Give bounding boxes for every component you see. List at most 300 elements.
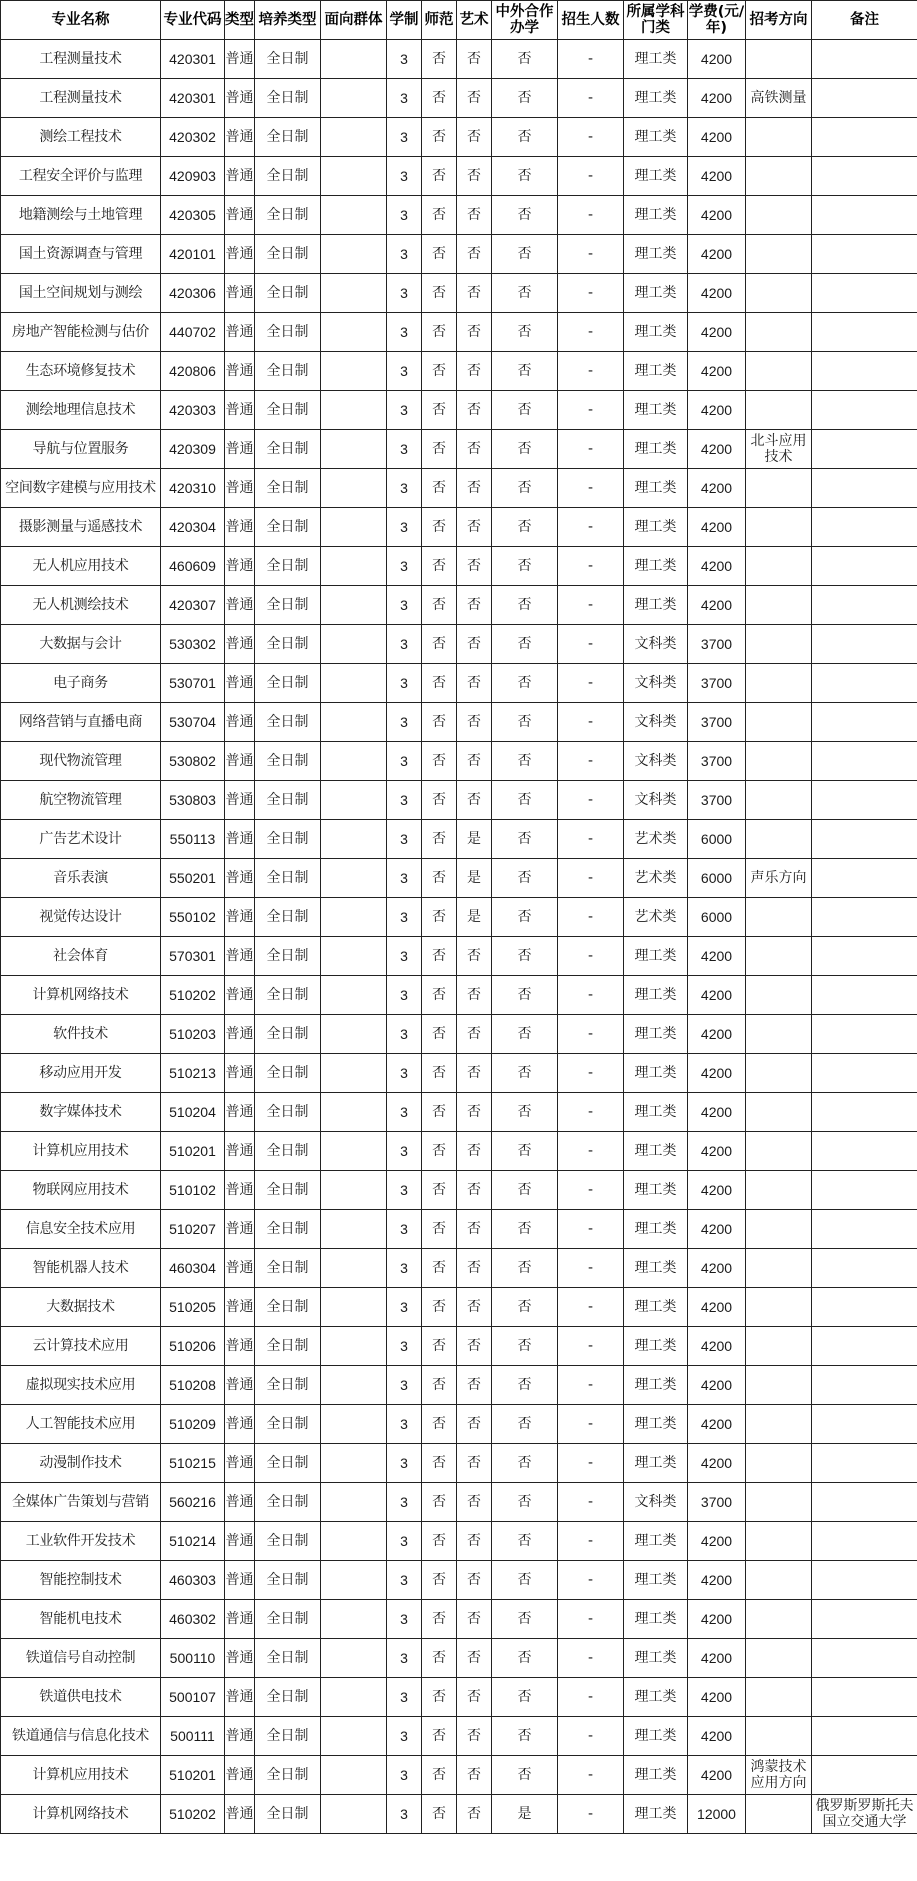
col-notes-cell <box>812 1327 917 1366</box>
col-audience-cell <box>321 664 387 703</box>
col-normal-cell: 否 <box>422 976 457 1015</box>
col-category-cell: 理工类 <box>624 1678 688 1717</box>
col-years-cell: 3 <box>387 1210 422 1249</box>
col-training-cell: 全日制 <box>255 1015 321 1054</box>
col-direction-cell <box>746 1483 812 1522</box>
col-direction-cell <box>746 1444 812 1483</box>
col-category-cell: 理工类 <box>624 352 688 391</box>
col-name-cell: 工程测量技术 <box>1 40 161 79</box>
col-direction-cell <box>746 1015 812 1054</box>
col-fee-cell: 12000 <box>688 1795 746 1834</box>
col-training-cell: 全日制 <box>255 1522 321 1561</box>
col-quota-cell: - <box>558 1405 624 1444</box>
table-row <box>1 1756 917 1795</box>
col-code-cell: 500107 <box>161 1678 225 1717</box>
col-fee-cell: 4200 <box>688 1639 746 1678</box>
col-joint-cell: 否 <box>492 1522 558 1561</box>
col-art-cell: 否 <box>457 196 492 235</box>
col-normal-cell: 否 <box>422 625 457 664</box>
col-category-cell: 理工类 <box>624 547 688 586</box>
col-name-cell: 摄影测量与遥感技术 <box>1 508 161 547</box>
col-type-cell: 普通 <box>225 1795 255 1834</box>
col-name-cell: 广告艺术设计 <box>1 820 161 859</box>
col-fee-cell: 4200 <box>688 391 746 430</box>
col-training-cell: 全日制 <box>255 820 321 859</box>
col-name-cell: 生态环境修复技术 <box>1 352 161 391</box>
col-quota-cell: - <box>558 1054 624 1093</box>
col-notes-cell <box>812 196 917 235</box>
col-years-cell: 3 <box>387 703 422 742</box>
col-audience-cell <box>321 625 387 664</box>
col-direction-cell <box>746 235 812 274</box>
col-training-cell: 全日制 <box>255 781 321 820</box>
col-audience-cell <box>321 79 387 118</box>
col-category-cell: 理工类 <box>624 1171 688 1210</box>
col-art-cell: 否 <box>457 1132 492 1171</box>
col-code-cell: 420307 <box>161 586 225 625</box>
col-normal-cell: 否 <box>422 1132 457 1171</box>
col-art-cell: 是 <box>457 898 492 937</box>
col-direction-cell: 高铁测量 <box>746 79 812 118</box>
col-type-cell: 普通 <box>225 1600 255 1639</box>
col-audience-cell <box>321 196 387 235</box>
col-name-cell: 全媒体广告策划与营销 <box>1 1483 161 1522</box>
col-audience-cell <box>321 742 387 781</box>
col-art-cell: 否 <box>457 1210 492 1249</box>
col-code-cell: 420309 <box>161 430 225 469</box>
col-category-cell: 理工类 <box>624 1093 688 1132</box>
col-art-cell: 否 <box>457 313 492 352</box>
col-quota-header: 招生人数 <box>558 1 624 40</box>
col-years-cell: 3 <box>387 1093 422 1132</box>
col-training-cell: 全日制 <box>255 118 321 157</box>
col-code-cell: 510205 <box>161 1288 225 1327</box>
col-name-cell: 移动应用开发 <box>1 1054 161 1093</box>
col-art-cell: 否 <box>457 1600 492 1639</box>
col-normal-cell: 否 <box>422 1600 457 1639</box>
col-fee-cell: 4200 <box>688 1249 746 1288</box>
col-joint-cell: 否 <box>492 1561 558 1600</box>
table-row <box>1 118 917 157</box>
col-notes-cell <box>812 1132 917 1171</box>
col-notes-cell <box>812 1678 917 1717</box>
col-name-cell: 导航与位置服务 <box>1 430 161 469</box>
col-notes-cell <box>812 274 917 313</box>
table-row <box>1 40 917 79</box>
col-audience-cell <box>321 235 387 274</box>
col-type-cell: 普通 <box>225 313 255 352</box>
col-audience-cell <box>321 703 387 742</box>
col-normal-cell: 否 <box>422 1171 457 1210</box>
col-quota-cell: - <box>558 1444 624 1483</box>
col-notes-cell: 俄罗斯罗斯托夫国立交通大学 <box>812 1795 917 1834</box>
col-fee-cell: 4200 <box>688 1522 746 1561</box>
col-fee-cell: 4200 <box>688 313 746 352</box>
col-notes-cell <box>812 625 917 664</box>
col-audience-cell <box>321 1249 387 1288</box>
col-years-cell: 3 <box>387 313 422 352</box>
col-name-cell: 铁道通信与信息化技术 <box>1 1717 161 1756</box>
col-notes-cell <box>812 352 917 391</box>
col-type-cell: 普通 <box>225 1522 255 1561</box>
col-name-cell: 网络营销与直播电商 <box>1 703 161 742</box>
table-row <box>1 1366 917 1405</box>
col-quota-cell: - <box>558 742 624 781</box>
col-direction-cell <box>746 1561 812 1600</box>
col-normal-cell: 否 <box>422 1639 457 1678</box>
col-type-cell: 普通 <box>225 1249 255 1288</box>
col-normal-cell: 否 <box>422 1366 457 1405</box>
table-row <box>1 79 917 118</box>
col-notes-cell <box>812 1288 917 1327</box>
col-audience-cell <box>321 391 387 430</box>
table-row <box>1 820 917 859</box>
col-type-cell: 普通 <box>225 1093 255 1132</box>
col-notes-cell <box>812 547 917 586</box>
col-art-cell: 否 <box>457 1054 492 1093</box>
col-type-cell: 普通 <box>225 1210 255 1249</box>
table-row <box>1 1054 917 1093</box>
col-art-cell: 否 <box>457 1678 492 1717</box>
col-direction-cell <box>746 1249 812 1288</box>
col-audience-cell <box>321 1405 387 1444</box>
table-row <box>1 1171 917 1210</box>
col-type-cell: 普通 <box>225 937 255 976</box>
col-years-cell: 3 <box>387 586 422 625</box>
col-years-cell: 3 <box>387 352 422 391</box>
col-quota-cell: - <box>558 1600 624 1639</box>
col-art-cell: 否 <box>457 703 492 742</box>
col-category-cell: 文科类 <box>624 1483 688 1522</box>
col-name-cell: 铁道供电技术 <box>1 1678 161 1717</box>
col-audience-cell <box>321 508 387 547</box>
table-row <box>1 157 917 196</box>
col-joint-cell: 否 <box>492 547 558 586</box>
col-fee-cell: 4200 <box>688 1171 746 1210</box>
col-notes-cell <box>812 79 917 118</box>
col-name-cell: 测绘工程技术 <box>1 118 161 157</box>
col-direction-cell <box>746 118 812 157</box>
col-normal-cell: 否 <box>422 1093 457 1132</box>
table-row <box>1 469 917 508</box>
col-years-cell: 3 <box>387 1717 422 1756</box>
col-direction-cell <box>746 586 812 625</box>
col-normal-cell: 否 <box>422 1678 457 1717</box>
col-audience-cell <box>321 976 387 1015</box>
col-years-cell: 3 <box>387 430 422 469</box>
col-art-cell: 否 <box>457 664 492 703</box>
col-category-cell: 理工类 <box>624 1795 688 1834</box>
col-training-cell: 全日制 <box>255 1249 321 1288</box>
col-fee-cell: 3700 <box>688 664 746 703</box>
col-training-cell: 全日制 <box>255 1444 321 1483</box>
col-normal-cell: 否 <box>422 898 457 937</box>
col-quota-cell: - <box>558 1522 624 1561</box>
table-row <box>1 313 917 352</box>
col-years-cell: 3 <box>387 391 422 430</box>
col-training-cell: 全日制 <box>255 547 321 586</box>
col-name-cell: 工业软件开发技术 <box>1 1522 161 1561</box>
col-normal-cell: 否 <box>422 820 457 859</box>
col-direction-cell <box>746 1522 812 1561</box>
col-art-cell: 否 <box>457 1366 492 1405</box>
col-code-cell: 510214 <box>161 1522 225 1561</box>
col-training-cell: 全日制 <box>255 157 321 196</box>
col-normal-cell: 否 <box>422 1522 457 1561</box>
col-joint-cell: 否 <box>492 1249 558 1288</box>
col-category-cell: 理工类 <box>624 313 688 352</box>
col-category-cell: 理工类 <box>624 1639 688 1678</box>
table-row <box>1 1210 917 1249</box>
col-audience-cell <box>321 1678 387 1717</box>
col-audience-cell <box>321 1366 387 1405</box>
col-audience-cell <box>321 1015 387 1054</box>
col-direction-cell <box>746 352 812 391</box>
col-years-header: 学制 <box>387 1 422 40</box>
col-type-cell: 普通 <box>225 1015 255 1054</box>
col-joint-cell: 否 <box>492 1600 558 1639</box>
table-row <box>1 1327 917 1366</box>
col-training-cell: 全日制 <box>255 976 321 1015</box>
col-quota-cell: - <box>558 937 624 976</box>
col-category-cell: 理工类 <box>624 196 688 235</box>
col-art-cell: 否 <box>457 1756 492 1795</box>
col-fee-cell: 4200 <box>688 1600 746 1639</box>
col-joint-cell: 否 <box>492 1366 558 1405</box>
table-row <box>1 547 917 586</box>
col-quota-cell: - <box>558 1171 624 1210</box>
col-code-cell: 550113 <box>161 820 225 859</box>
col-training-cell: 全日制 <box>255 1093 321 1132</box>
table-row <box>1 1561 917 1600</box>
col-art-cell: 否 <box>457 547 492 586</box>
col-joint-cell: 否 <box>492 274 558 313</box>
col-code-cell: 530701 <box>161 664 225 703</box>
col-code-cell: 460304 <box>161 1249 225 1288</box>
col-art-cell: 否 <box>457 391 492 430</box>
col-years-cell: 3 <box>387 898 422 937</box>
col-category-cell: 文科类 <box>624 625 688 664</box>
col-notes-cell <box>812 313 917 352</box>
col-years-cell: 3 <box>387 859 422 898</box>
col-normal-cell: 否 <box>422 196 457 235</box>
col-normal-cell: 否 <box>422 1015 457 1054</box>
col-category-cell: 理工类 <box>624 391 688 430</box>
col-fee-cell: 4200 <box>688 1405 746 1444</box>
col-notes-cell <box>812 1054 917 1093</box>
col-name-cell: 数字媒体技术 <box>1 1093 161 1132</box>
col-normal-header: 师范 <box>422 1 457 40</box>
col-name-cell: 铁道信号自动控制 <box>1 1639 161 1678</box>
col-category-cell: 理工类 <box>624 1288 688 1327</box>
col-quota-cell: - <box>558 118 624 157</box>
table-row <box>1 781 917 820</box>
col-audience-cell <box>321 1054 387 1093</box>
col-normal-cell: 否 <box>422 430 457 469</box>
col-joint-cell: 否 <box>492 898 558 937</box>
col-notes-cell <box>812 1483 917 1522</box>
col-fee-cell: 4200 <box>688 1756 746 1795</box>
col-type-cell: 普通 <box>225 586 255 625</box>
col-category-cell: 理工类 <box>624 1015 688 1054</box>
col-quota-cell: - <box>558 157 624 196</box>
col-training-cell: 全日制 <box>255 274 321 313</box>
col-training-cell: 全日制 <box>255 391 321 430</box>
col-fee-cell: 4200 <box>688 40 746 79</box>
col-category-cell: 理工类 <box>624 469 688 508</box>
col-normal-cell: 否 <box>422 1444 457 1483</box>
col-name-cell: 电子商务 <box>1 664 161 703</box>
col-quota-cell: - <box>558 313 624 352</box>
col-audience-cell <box>321 352 387 391</box>
col-quota-cell: - <box>558 664 624 703</box>
col-fee-cell: 3700 <box>688 1483 746 1522</box>
col-name-cell: 软件技术 <box>1 1015 161 1054</box>
col-years-cell: 3 <box>387 820 422 859</box>
col-name-cell: 空间数字建模与应用技术 <box>1 469 161 508</box>
col-type-cell: 普通 <box>225 196 255 235</box>
col-quota-cell: - <box>558 1366 624 1405</box>
header-row <box>1 1 917 40</box>
col-joint-cell: 否 <box>492 859 558 898</box>
col-years-cell: 3 <box>387 742 422 781</box>
col-audience-cell <box>321 937 387 976</box>
col-joint-cell: 否 <box>492 1405 558 1444</box>
col-years-cell: 3 <box>387 1132 422 1171</box>
col-training-cell: 全日制 <box>255 742 321 781</box>
col-years-cell: 3 <box>387 1405 422 1444</box>
col-training-cell: 全日制 <box>255 235 321 274</box>
col-fee-cell: 4200 <box>688 352 746 391</box>
col-name-cell: 虚拟现实技术应用 <box>1 1366 161 1405</box>
col-direction-cell <box>746 40 812 79</box>
col-years-cell: 3 <box>387 1444 422 1483</box>
col-code-cell: 530302 <box>161 625 225 664</box>
col-training-cell: 全日制 <box>255 1210 321 1249</box>
col-direction-cell <box>746 196 812 235</box>
col-joint-cell: 否 <box>492 625 558 664</box>
col-joint-cell: 否 <box>492 586 558 625</box>
col-name-cell: 地籍测绘与土地管理 <box>1 196 161 235</box>
col-direction-cell <box>746 742 812 781</box>
col-code-cell: 420310 <box>161 469 225 508</box>
col-joint-cell: 否 <box>492 196 558 235</box>
col-direction-cell <box>746 1132 812 1171</box>
col-audience-cell <box>321 313 387 352</box>
col-audience-cell <box>321 118 387 157</box>
col-code-cell: 550201 <box>161 859 225 898</box>
col-direction-cell <box>746 976 812 1015</box>
col-art-cell: 否 <box>457 430 492 469</box>
col-normal-cell: 否 <box>422 352 457 391</box>
table-row <box>1 196 917 235</box>
col-notes-cell <box>812 508 917 547</box>
col-normal-cell: 否 <box>422 118 457 157</box>
col-normal-cell: 否 <box>422 859 457 898</box>
col-audience-cell <box>321 1171 387 1210</box>
col-code-cell: 530704 <box>161 703 225 742</box>
col-fee-cell: 4200 <box>688 586 746 625</box>
col-art-cell: 否 <box>457 1795 492 1834</box>
col-fee-cell: 6000 <box>688 898 746 937</box>
col-notes-cell <box>812 976 917 1015</box>
col-normal-cell: 否 <box>422 1483 457 1522</box>
col-code-cell: 510102 <box>161 1171 225 1210</box>
table-row <box>1 1717 917 1756</box>
col-category-cell: 理工类 <box>624 1327 688 1366</box>
col-type-cell: 普通 <box>225 859 255 898</box>
col-name-cell: 云计算技术应用 <box>1 1327 161 1366</box>
col-notes-cell <box>812 898 917 937</box>
col-quota-cell: - <box>558 469 624 508</box>
col-art-cell: 否 <box>457 586 492 625</box>
col-years-cell: 3 <box>387 118 422 157</box>
col-joint-header: 中外合作办学 <box>492 1 558 40</box>
col-normal-cell: 否 <box>422 79 457 118</box>
col-fee-cell: 3700 <box>688 781 746 820</box>
col-notes-cell <box>812 1249 917 1288</box>
col-years-cell: 3 <box>387 937 422 976</box>
col-joint-cell: 否 <box>492 313 558 352</box>
col-quota-cell: - <box>558 1717 624 1756</box>
col-training-cell: 全日制 <box>255 1795 321 1834</box>
col-normal-cell: 否 <box>422 508 457 547</box>
col-art-header: 艺术 <box>457 1 492 40</box>
col-fee-cell: 6000 <box>688 820 746 859</box>
col-category-cell: 文科类 <box>624 781 688 820</box>
col-code-cell: 420806 <box>161 352 225 391</box>
col-name-cell: 国土资源调查与管理 <box>1 235 161 274</box>
col-art-cell: 否 <box>457 742 492 781</box>
col-art-cell: 否 <box>457 1249 492 1288</box>
col-quota-cell: - <box>558 1210 624 1249</box>
col-art-cell: 否 <box>457 235 492 274</box>
col-category-cell: 理工类 <box>624 508 688 547</box>
col-type-cell: 普通 <box>225 430 255 469</box>
col-code-cell: 460303 <box>161 1561 225 1600</box>
col-fee-cell: 4200 <box>688 547 746 586</box>
col-category-cell: 理工类 <box>624 40 688 79</box>
col-years-cell: 3 <box>387 1327 422 1366</box>
col-art-cell: 否 <box>457 79 492 118</box>
col-notes-cell <box>812 664 917 703</box>
col-category-cell: 理工类 <box>624 937 688 976</box>
col-audience-cell <box>321 1756 387 1795</box>
col-code-cell: 510208 <box>161 1366 225 1405</box>
col-training-cell: 全日制 <box>255 1600 321 1639</box>
col-type-cell: 普通 <box>225 781 255 820</box>
col-code-cell: 510201 <box>161 1132 225 1171</box>
col-training-header: 培养类型 <box>255 1 321 40</box>
col-audience-cell <box>321 430 387 469</box>
col-category-cell: 理工类 <box>624 976 688 1015</box>
col-fee-cell: 4200 <box>688 79 746 118</box>
col-normal-cell: 否 <box>422 703 457 742</box>
col-quota-cell: - <box>558 1093 624 1132</box>
col-training-cell: 全日制 <box>255 859 321 898</box>
table-row <box>1 1600 917 1639</box>
col-code-cell: 420302 <box>161 118 225 157</box>
col-years-cell: 3 <box>387 1483 422 1522</box>
col-training-cell: 全日制 <box>255 313 321 352</box>
col-code-cell: 570301 <box>161 937 225 976</box>
col-type-cell: 普通 <box>225 1561 255 1600</box>
col-fee-cell: 4200 <box>688 1717 746 1756</box>
col-training-cell: 全日制 <box>255 1366 321 1405</box>
col-code-cell: 420306 <box>161 274 225 313</box>
col-name-cell: 计算机网络技术 <box>1 976 161 1015</box>
col-direction-cell <box>746 1288 812 1327</box>
